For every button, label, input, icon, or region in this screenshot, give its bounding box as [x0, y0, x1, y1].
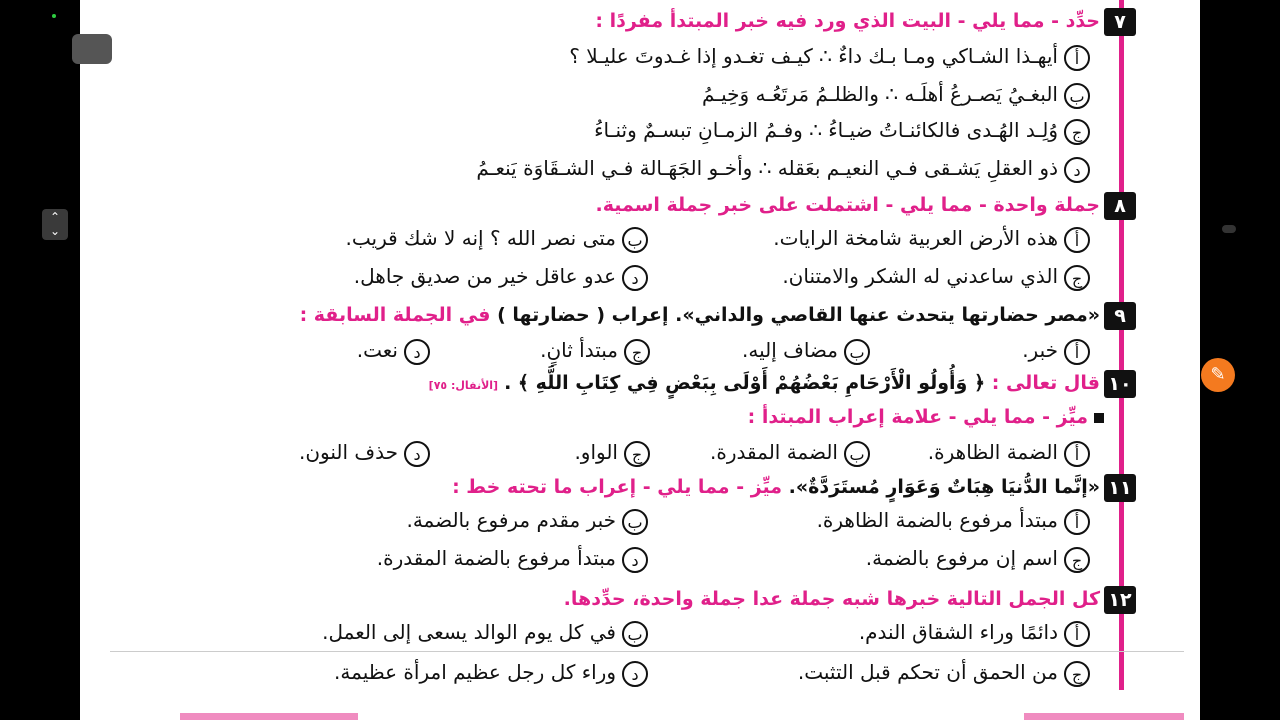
question-7-prompt: حدِّد - مما يلي - البيت الذي ورد فيه خبر المبتدأ مفردًا : [595, 10, 1100, 32]
indicator-icon [1222, 225, 1236, 233]
q9-option-c[interactable]: جمبتدأ ثانٍ. [540, 338, 650, 365]
question-10-prompt: قال تعالى : ﴿ وَأُولُو الْأَرْحَامِ بَعْضُهُمْ أَوْلَى بِبَعْضٍ فِي كِتَابِ اللَّهِ ﴾ .[الأنفال: ٧٥] [428, 372, 1100, 394]
question-number-9: ٩ [1104, 302, 1136, 330]
q7-option-c[interactable]: جوُلِـد الهُـدى فالكائنـاتُ ضيـاءُ ∴ وفـمُ الزمـانِ تبسـمٌ وثنـاءُ [594, 118, 1090, 145]
question-number-12: ١٢ [1104, 586, 1136, 614]
question-12-prompt: كل الجمل التالية خبرها شبه جملة عدا جملة واحدة، حدِّدها. [563, 588, 1100, 610]
q12-option-d[interactable]: دوراء كل رجل عظيم امرأة عظيمة. [334, 660, 648, 687]
quran-reference: [الأنفال: ٧٥] [428, 379, 499, 392]
q11-option-b[interactable]: بخبر مقدم مرفوع بالضمة. [406, 508, 648, 535]
q10-option-c[interactable]: جالواو. [574, 440, 650, 467]
app-logo-icon [72, 34, 112, 64]
q12-option-b[interactable]: بفي كل يوم الوالد يسعى إلى العمل. [322, 620, 648, 647]
q8-option-d[interactable]: دعدو عاقل خير من صديق جاهل. [354, 264, 648, 291]
q7-option-b[interactable]: بالبغـيُ يَصـرعُ أهلَـه ∴ والظلـمُ مَرتَعُـه وَخِيـمُ [702, 82, 1090, 109]
status-dot [52, 14, 56, 18]
page-nav-toggle-icon[interactable]: ⌃ ⌄ [42, 209, 68, 240]
q9-option-b[interactable]: بمضاف إليه. [742, 338, 870, 365]
q10-option-b[interactable]: بالضمة المقدرة. [710, 440, 870, 467]
pen-tool-icon[interactable]: ✎ [1201, 358, 1235, 392]
q8-option-a[interactable]: أهذه الأرض العربية شامخة الرايات. [773, 226, 1090, 253]
worksheet-page [80, 0, 1200, 720]
q12-option-a[interactable]: أدائمًا وراء الشقاق الندم. [859, 620, 1090, 647]
q10-option-d[interactable]: دحذف النون. [299, 440, 430, 467]
q12-option-c[interactable]: جمن الحمق أن تحكم قبل التثبت. [798, 660, 1090, 687]
divider-line [110, 651, 1184, 652]
page-footer-bar-left [180, 713, 358, 720]
q9-option-d[interactable]: دنعت. [357, 338, 430, 365]
q8-option-c[interactable]: جالذي ساعدني له الشكر والامتنان. [782, 264, 1090, 291]
question-9-prompt: «مصر حضارتها يتحدث عنها القاصي والداني». إعراب ( حضارتها ) في الجملة السابقة : [299, 304, 1100, 326]
question-8-prompt: جملة واحدة - مما يلي - اشتملت على خبر جملة اسمية. [595, 194, 1100, 216]
question-number-7: ٧ [1104, 8, 1136, 36]
q9-option-a[interactable]: أخبر. [1022, 338, 1090, 365]
question-number-10: ١٠ [1104, 370, 1136, 398]
q11-option-a[interactable]: أمبتدأ مرفوع بالضمة الظاهرة. [817, 508, 1090, 535]
page-footer-bar-right [1024, 713, 1184, 720]
q7-option-d[interactable]: دذو العقلِ يَشـقى فـي النعيـم بعَقله ∴ وأخـو الجَهَـالة فـي الشـقَاوَة يَنعـمُ [476, 156, 1090, 183]
bullet-icon [1094, 413, 1104, 423]
q7-option-a[interactable]: أأيهـذا الشـاكي ومـا بـك داءٌ ∴ كيـف تغـدو إذا غـدوتَ عليـلا ؟ [569, 44, 1090, 71]
q11-option-d[interactable]: دمبتدأ مرفوع بالضمة المقدرة. [377, 546, 648, 573]
question-number-11: ١١ [1104, 474, 1136, 502]
question-10-subprompt: ميِّز - مما يلي - علامة إعراب المبتدأ : [748, 406, 1104, 428]
q8-option-b[interactable]: بمتى نصر الله ؟ إنه لا شك قريب. [346, 226, 649, 253]
q10-option-a[interactable]: أالضمة الظاهرة. [928, 440, 1090, 467]
question-number-8: ٨ [1104, 192, 1136, 220]
question-11-prompt: «إنَّما الدُّنيَا هِبَاتٌ وَعَوَارٍ مُستَرَدَّةٌ». ميِّز - مما يلي - إعراب ما تحته خط : [452, 476, 1100, 498]
q11-option-c[interactable]: جاسم إن مرفوع بالضمة. [866, 546, 1090, 573]
